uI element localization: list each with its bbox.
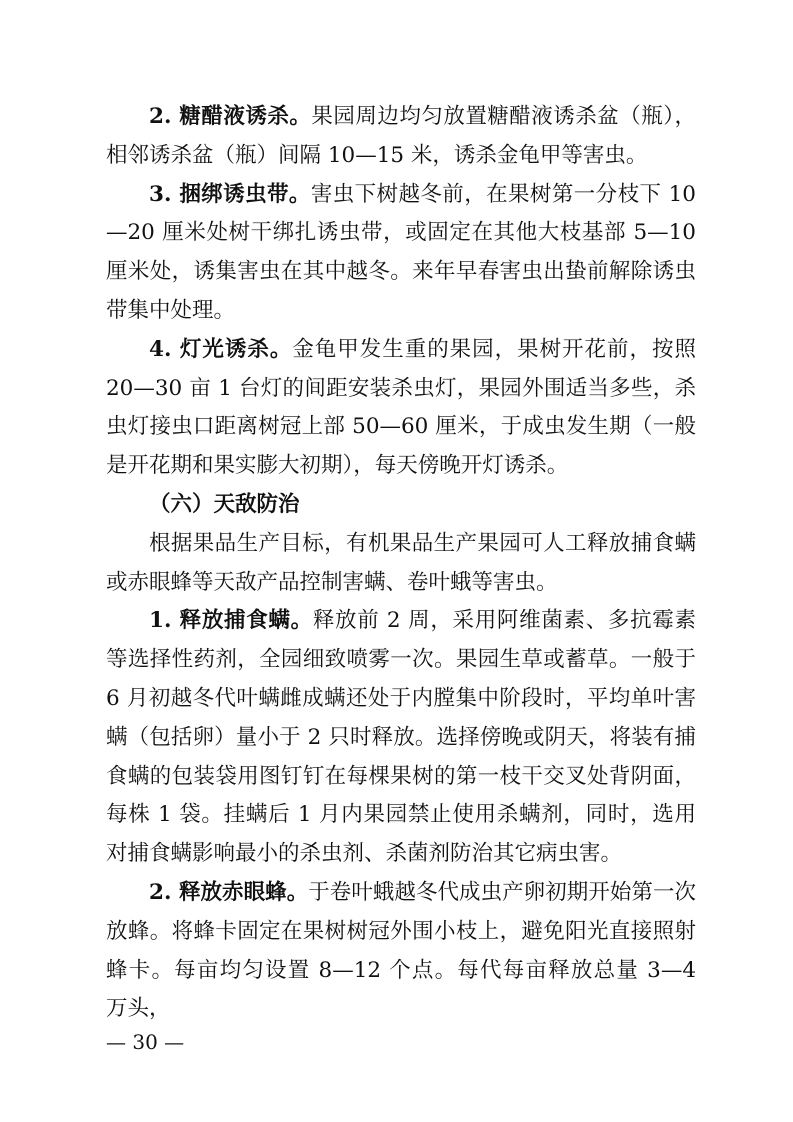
paragraph-sugar-vinegar [106, 98, 696, 176]
paragraph-light-trap [106, 331, 696, 486]
paragraph-text: 果园周边均匀放置糖醋液诱杀盆（瓶），相邻诱杀盆（瓶）间隔 10—15 米，诱杀金龟甲等害虫。 [106, 104, 696, 168]
paragraph-lead: 4. 灯光诱杀。 [149, 336, 293, 362]
paragraph-text: 金龟甲发生重的果园，果树开花前，按照 20—30 亩 1 台灯的间距安装杀虫灯，果园外围适当多些，杀虫灯接虫口距离树冠上部 50—60 厘米，于成虫发生期（一般是开花期和果实膨大初期），每天傍晚开灯诱杀。 [106, 336, 696, 479]
paragraph-trap-band [106, 176, 696, 331]
paragraph-lead: 2. 糖醋液诱杀。 [149, 104, 312, 129]
page-body [106, 98, 696, 1029]
paragraph-lead: 3. 捆绑诱虫带。 [149, 181, 311, 207]
paragraph-trichogramma [106, 874, 696, 1029]
paragraph-predatory-mites [106, 602, 696, 874]
paragraph-lead: 1. 释放捕食螨。 [149, 608, 313, 634]
section-heading: （六）天敌防治 [149, 491, 300, 517]
paragraph-text: 释放前 2 周，采用阿维菌素、多抗霉素等选择性药剂，全园细致喷雾一次。果园生草或蓄草。一般于 6 月初越冬代叶螨雌成螨还处于内膛集中阶段时，平均单叶害螨（包括卵）量小于 2 只时释放。选择傍晚或阴天，将装有捕食螨的包装袋用图钉钉在每棵果树的第一枝干交叉处背阴面，每株 1 袋。挂螨后 1 月内果园禁止使用杀螨剂，同时，选用对捕食螨影响最小的杀虫剂、杀菌剂防治其它病虫害。 [106, 608, 696, 867]
page-number: — 30 — [106, 1030, 185, 1054]
paragraph-text: 于卷叶蛾越冬代成虫产卵初期开始第一次放蜂。将蜂卡固定在果树树冠外围小枝上，避免阳光直接照射蜂卡。每亩均匀设置 8—12 个点。每代每亩释放总量 3—4 万头， [106, 879, 696, 1022]
section-intro: 根据果品生产目标，有机果品生产果园可人工释放捕食螨或赤眼蜂等天敌产品控制害螨、卷叶蛾等害虫。 [106, 530, 696, 595]
paragraph-text: 害虫下树越冬前，在果树第一分枝下 10—20 厘米处树干绑扎诱虫带，或固定在其他大枝基部 5—10 厘米处，诱集害虫在其中越冬。来年早春害虫出蛰前解除诱虫带集中处理。 [106, 181, 696, 323]
paragraph-lead: 2. 释放赤眼蜂。 [149, 879, 309, 905]
